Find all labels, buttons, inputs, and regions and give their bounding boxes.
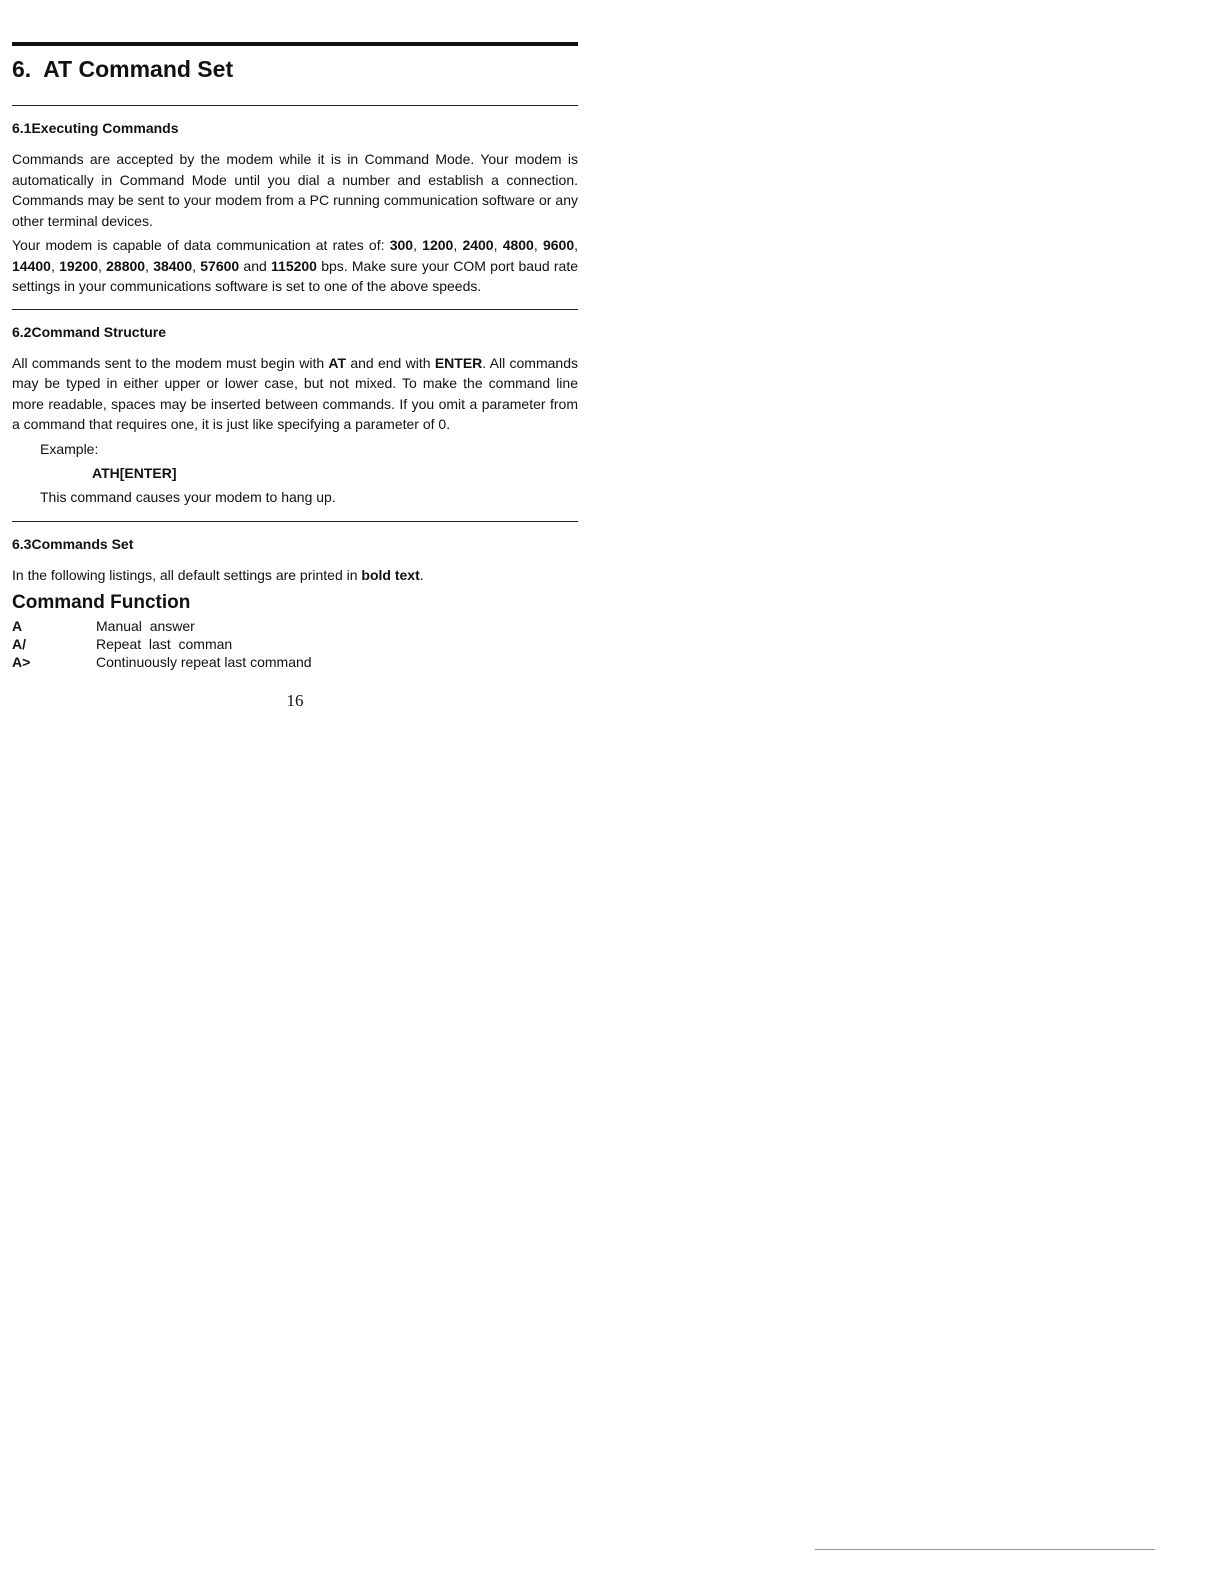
section-6-2 xyxy=(12,324,578,507)
section-divider xyxy=(12,521,578,522)
command-desc: Continuously repeat last command xyxy=(96,654,312,670)
enter-keyword: ENTER xyxy=(434,354,483,371)
table-row xyxy=(12,653,578,671)
rate: 300 xyxy=(389,237,414,253)
bold-text: bold text xyxy=(361,566,420,583)
rate: 38400 xyxy=(153,257,193,274)
rate: 57600 xyxy=(200,257,240,274)
page-number: 16 xyxy=(286,691,304,710)
section-title: 6.3Commands Set xyxy=(12,535,134,552)
example-command: ATH[ENTER] xyxy=(92,464,177,481)
section-6-1 xyxy=(12,120,578,297)
chapter-title-text: AT Command Set xyxy=(43,56,234,82)
command-desc: Repeat last comman xyxy=(96,636,233,652)
paragraph xyxy=(12,565,578,586)
text: . All commands may be typed in either upper or lower case, but not mixed. To make the command line more readable, spaces may be inserted between commands. If you omit a parameter from a command that requires one, it is just like specifying a parameter of 0. xyxy=(12,354,578,432)
rate: 1200 xyxy=(422,237,454,253)
command-key: A> xyxy=(12,654,31,670)
rate: 28800 xyxy=(106,257,146,274)
section-title: 6.1Executing Commands xyxy=(12,120,179,136)
rate: 4800 xyxy=(502,237,534,253)
table-row xyxy=(12,617,578,635)
text: In the following listings, all default settings are printed in xyxy=(12,566,362,583)
rate: 9600 xyxy=(542,237,575,253)
section-6-3 xyxy=(12,536,578,672)
rate: 2400 xyxy=(462,237,494,253)
paragraph: Commands are accepted by the modem while it is in Command Mode. Your modem is automatically in Command Mode until you dial a number and establish a connection. Commands may be sent to your modem from a PC running communication software or any other terminal devices. xyxy=(12,151,578,229)
section-divider xyxy=(12,105,578,106)
command-key: A xyxy=(12,618,23,634)
rate: 19200 xyxy=(59,257,98,274)
paragraph xyxy=(12,353,578,435)
rates-suffix: bps. Make sure your COM port baud rate settings in your communications software is set to one of the above speeds. xyxy=(12,257,579,294)
example-label: Example: xyxy=(40,440,99,457)
command-key: A/ xyxy=(12,636,26,652)
rate: 115200 xyxy=(271,257,317,274)
at-keyword: AT xyxy=(328,354,347,371)
section-divider xyxy=(12,309,578,310)
manual-page xyxy=(12,42,578,711)
top-rule xyxy=(12,42,578,46)
command-table xyxy=(12,617,578,671)
text: All commands sent to the modem must begin with xyxy=(12,354,329,371)
rates-prefix: Your modem is capable of data communication at rates of: xyxy=(12,237,390,253)
rates-and: and xyxy=(239,257,272,274)
table-row xyxy=(12,635,578,653)
text: . xyxy=(419,566,424,583)
chapter-title xyxy=(12,55,578,105)
text: and end with xyxy=(346,354,435,371)
command-table-heading: Command Function xyxy=(12,592,191,613)
section-title: 6.2Command Structure xyxy=(12,323,167,340)
rate: 14400 xyxy=(12,257,51,274)
chapter-number: 6. xyxy=(12,56,32,82)
example-note: This command causes your modem to hang up. xyxy=(40,488,336,505)
command-desc: Manual answer xyxy=(96,618,195,634)
scan-artifact xyxy=(815,1549,1155,1550)
rates-paragraph: Your modem is capable of data communication at rates of: 300, 1200, 2400, 4800, 9600, 14400, 19200, 28800, 38400, 57600 and 115200 bps. Make sure your COM port baud rate settings in your communications software is set to one of the above speeds. xyxy=(12,237,579,294)
